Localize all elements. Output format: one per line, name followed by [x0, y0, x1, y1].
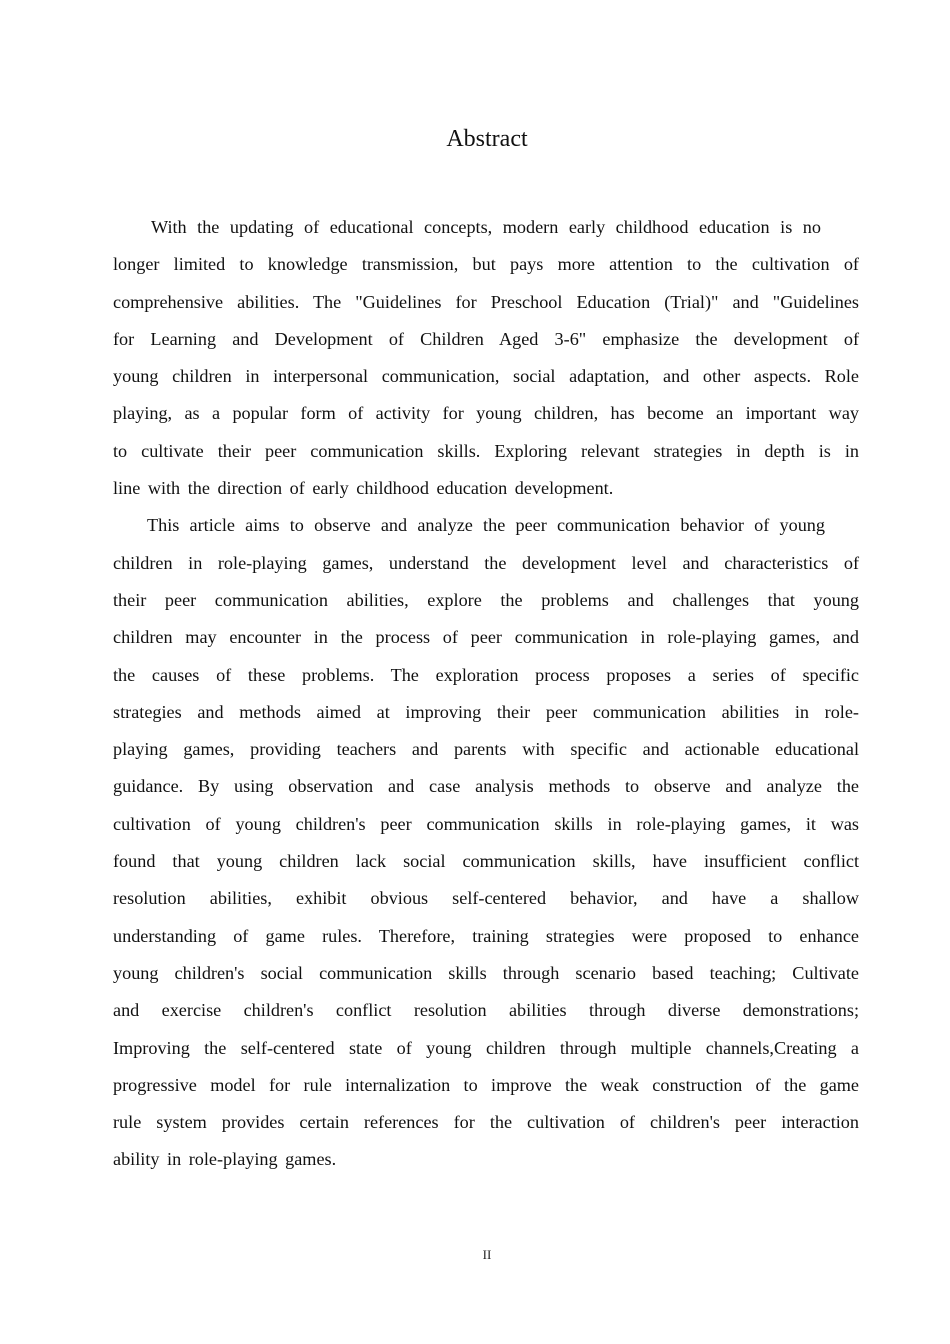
line-text: the causes of these problems. The exploration process proposes a series of specific [113, 664, 859, 685]
line-text: comprehensive abilities. The "Guidelines for Preschool Education (Trial)" and "Guidelines [113, 291, 859, 312]
line-text: This article aims to observe and analyze the peer communication behavior of young [147, 515, 825, 536]
text-line [113, 809, 859, 846]
text-line [113, 958, 859, 995]
text-line [113, 883, 859, 920]
line-text: their peer communication abilities, explore the problems and challenges that young [113, 589, 859, 610]
line-text: young children in interpersonal communication, social adaptation, and other aspects. Role [113, 366, 859, 387]
paragraph-1 [113, 212, 859, 510]
text-line [113, 1033, 859, 1070]
abstract-title: Abstract [446, 126, 528, 152]
line-text: progressive model for rule internalization to improve the weak construction of the game [113, 1074, 859, 1095]
line-text: rule system provides certain references for the cultivation of children's peer interaction [113, 1112, 859, 1133]
line-text: longer limited to knowledge transmission, but pays more attention to the cultivation of [113, 254, 859, 275]
line-text: ability in role-playing games. [113, 1149, 337, 1170]
text-line [113, 548, 859, 585]
line-text: With the updating of educational concepts, modern early childhood education is no [151, 217, 821, 237]
text-line [113, 846, 859, 883]
line-text: cultivation of young children's peer communication skills in role-playing games, it was [113, 813, 859, 834]
text-line [113, 585, 859, 622]
line-text: strategies and methods aimed at improving their peer communication abilities in role- [113, 701, 859, 722]
text-line [113, 473, 859, 510]
line-text: for Learning and Development of Children Aged 3-6" emphasize the development of [113, 328, 859, 349]
text-line [113, 660, 859, 697]
line-text: line with the direction of early childhood education development. [113, 478, 614, 499]
text-line [113, 921, 859, 958]
text-line [113, 510, 859, 547]
text-line [113, 1144, 859, 1181]
line-text: to cultivate their peer communication skills. Exploring relevant strategies in depth is in [113, 440, 859, 461]
line-text: understanding of game rules. Therefore, training strategies were proposed to enhance [113, 925, 859, 946]
text-line [113, 771, 859, 808]
text-line [113, 287, 859, 324]
line-text: playing games, providing teachers and parents with specific and actionable educational [113, 739, 859, 760]
text-line [113, 361, 859, 398]
text-line [113, 212, 859, 249]
line-text: playing, as a popular form of activity for young children, has become an important way [113, 403, 859, 424]
paragraph-2 [113, 510, 859, 1181]
text-line [113, 995, 859, 1032]
page-number: II [482, 1247, 492, 1262]
line-text: guidance. By using observation and case analysis methods to observe and analyze the [113, 776, 859, 797]
text-line [113, 622, 859, 659]
text-line [113, 734, 859, 771]
text-line [113, 249, 859, 286]
text-line [113, 1107, 859, 1144]
line-text: and exercise children's conflict resolution abilities through diverse demonstrations; [113, 1000, 859, 1021]
line-text: found that young children lack social communication skills, have insufficient conflict [113, 851, 859, 872]
line-text: children in role-playing games, understand the development level and characteristics of [113, 552, 859, 573]
text-line [113, 1070, 859, 1107]
line-text: resolution abilities, exhibit obvious self-centered behavior, and have a shallow [113, 888, 859, 909]
line-text: children may encounter in the process of peer communication in role-playing games, and [113, 627, 859, 648]
text-line [113, 436, 859, 473]
line-text: Improving the self-centered state of young children through multiple channels,Creating a [113, 1037, 859, 1058]
abstract-body [113, 212, 859, 1182]
line-text: young children's social communication skills through scenario based teaching; Cultivate [113, 962, 859, 983]
text-line [113, 398, 859, 435]
text-line [113, 697, 859, 734]
text-line [113, 324, 859, 361]
